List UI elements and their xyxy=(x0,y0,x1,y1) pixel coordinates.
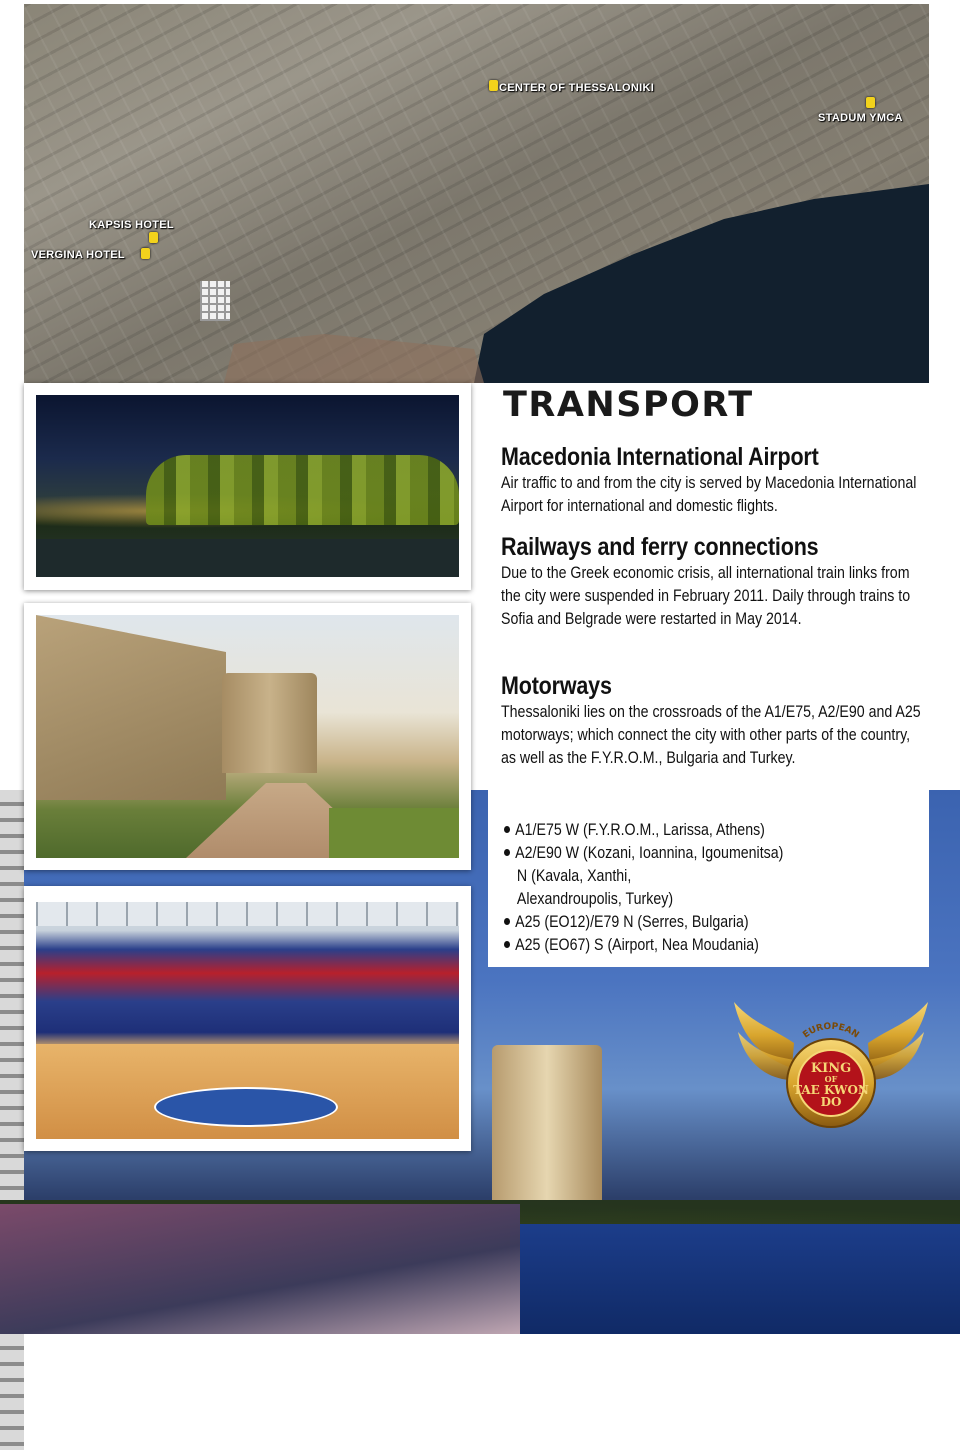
section-heading: Macedonia International Airport xyxy=(501,443,819,471)
section-railways xyxy=(501,533,926,631)
section-heading: Railways and ferry connections xyxy=(501,533,819,561)
pushpin-icon xyxy=(489,80,498,91)
sea-area xyxy=(24,4,929,383)
white-building xyxy=(200,281,230,321)
transport-panel xyxy=(488,383,929,967)
fortress-photo xyxy=(36,615,459,858)
photo-frame-fortress xyxy=(24,603,471,870)
logo-text: DO xyxy=(820,1095,842,1109)
logo-text: TAE KWON xyxy=(793,1083,869,1097)
section-body: Air traffic to and from the city is served by Macedonia International Airport for international and domestic flights. xyxy=(501,474,917,515)
svg-text:EUROPEAN xyxy=(801,1022,860,1041)
marker-label: CENTER OF THESSALONIKI xyxy=(499,82,655,94)
logo-arc-text: EUROPEAN xyxy=(801,1021,861,1041)
section-motorways xyxy=(501,672,926,770)
aerial-city-map xyxy=(24,4,929,383)
photo-frame-night xyxy=(24,383,471,590)
marker-label: VERGINA HOTEL xyxy=(31,249,125,261)
section-airport xyxy=(501,443,926,518)
pushpin-icon xyxy=(141,248,150,259)
page-title: TRANSPORT xyxy=(503,385,754,425)
apartment-building xyxy=(0,790,24,1450)
list-item: N (Kavala, Xanthi, xyxy=(516,867,632,885)
marker-label: KAPSIS HOTEL xyxy=(89,219,174,231)
section-body: Thessaloniki lies on the crossroads of the A1/E75, A2/E90 and A25 motorways; which connect the city with other parts of the country, as well as the F.Y.R.O.M., Bulgaria and Turkey. xyxy=(501,703,921,767)
bullet-icon xyxy=(504,826,510,833)
logo-text: OF xyxy=(824,1074,838,1084)
night-promenade-photo xyxy=(36,395,459,577)
arena-photo xyxy=(36,902,459,1139)
photo-frame-arena xyxy=(24,886,471,1151)
list-item: A25 (EO12)/E79 N (Serres, Bulgaria) xyxy=(504,911,870,934)
bullet-icon xyxy=(504,849,510,856)
bullet-icon xyxy=(504,941,510,948)
logo-text: KING xyxy=(810,1061,852,1076)
sea-water xyxy=(480,1224,960,1334)
list-item: A1/E75 W (F.Y.R.O.M., Larissa, Athens) xyxy=(504,819,870,842)
list-item: A2/E90 W (Kozani, Ioannina, Igoumenitsa) xyxy=(504,842,870,865)
bullet-icon xyxy=(504,918,510,925)
list-item: A25 (EO67) S (Airport, Nea Moudania) xyxy=(504,934,870,957)
marker-label: STADUM YMCA xyxy=(818,112,903,124)
section-body: Due to the Greek economic crisis, all international train links from the city were suspended in February 2011. Daily through trains to Sofia and Belgrade were restarted in May 2014. xyxy=(501,564,911,628)
route-list xyxy=(504,819,929,957)
king-of-taekwondo-logo xyxy=(732,998,930,1138)
pushpin-icon xyxy=(866,97,875,108)
section-heading: Motorways xyxy=(501,672,612,700)
promenade xyxy=(0,1204,520,1334)
pushpin-icon xyxy=(149,232,158,243)
list-item: Alexandroupolis, Turkey) xyxy=(516,890,674,908)
